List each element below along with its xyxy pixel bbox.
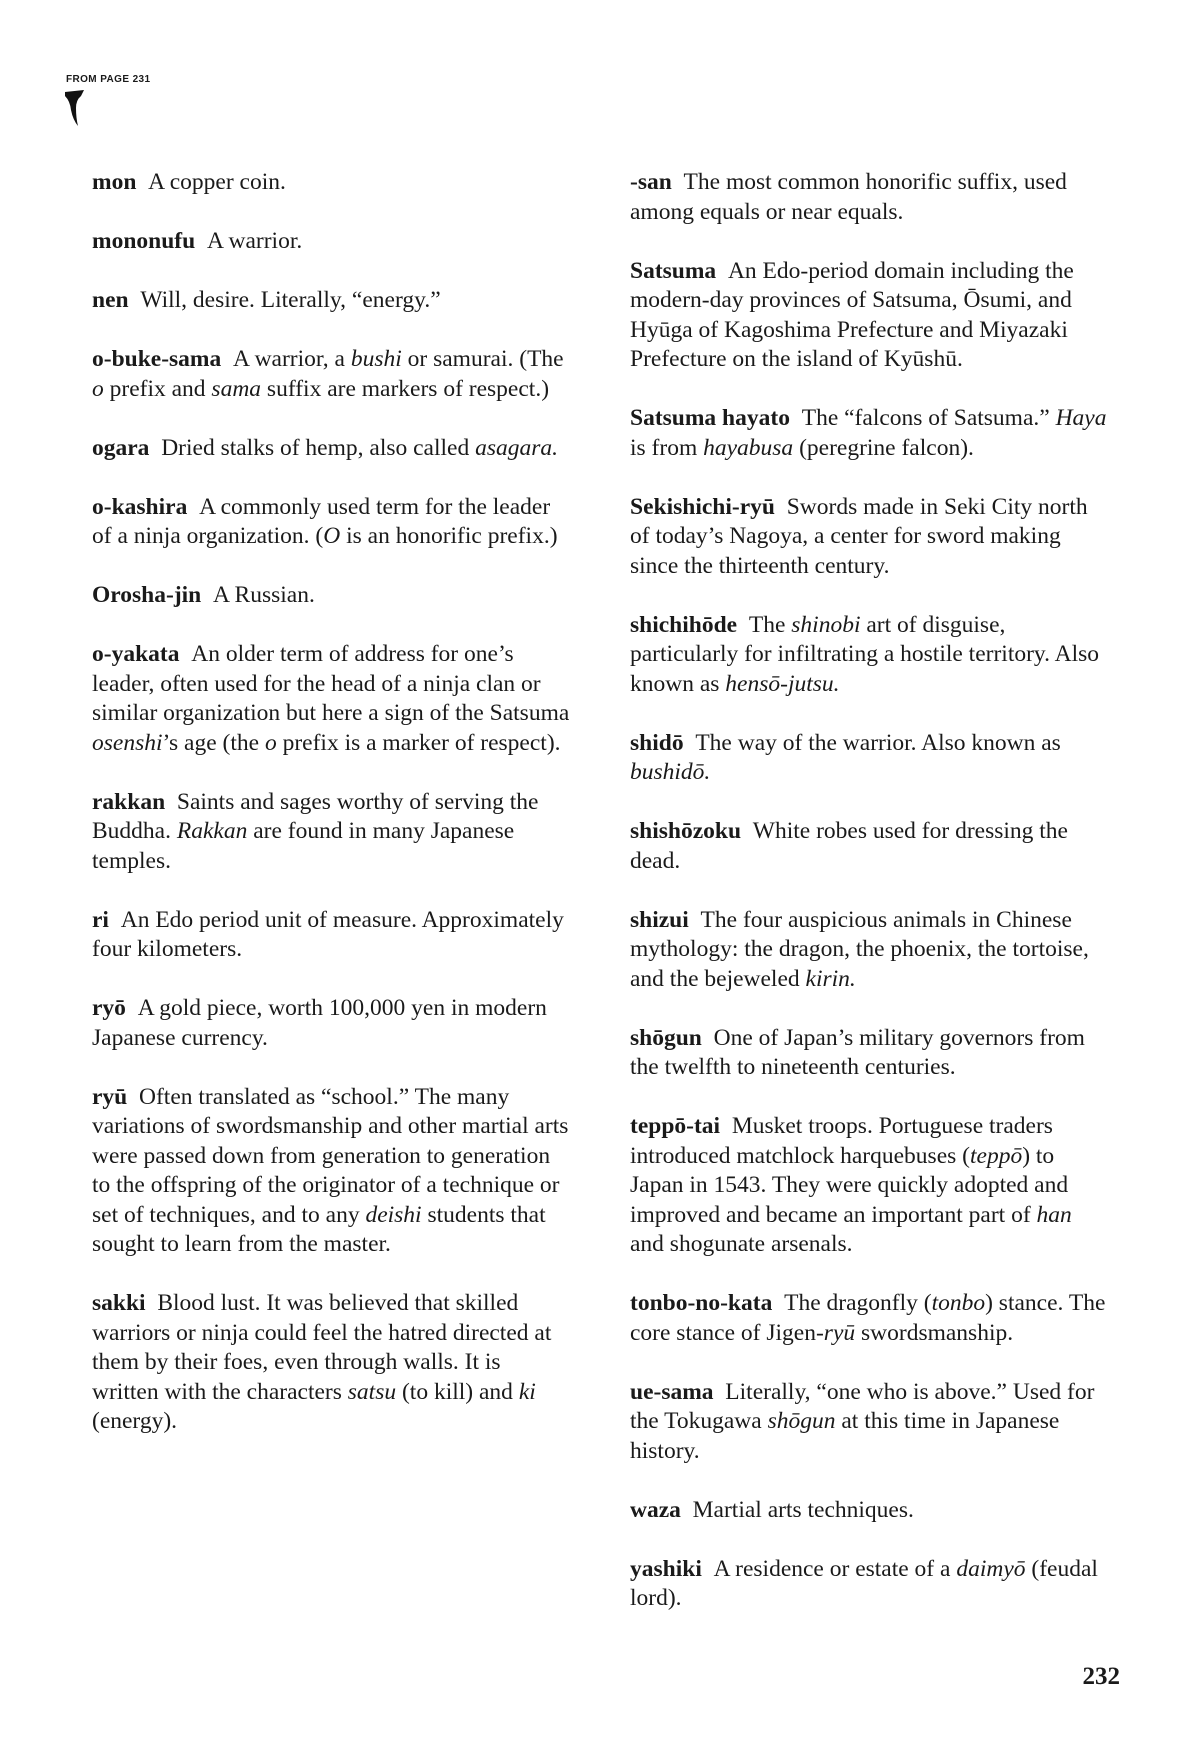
glossary-definition-text: Saints and sages worthy of serving the Buddha. bbox=[92, 788, 539, 844]
glossary-term: ue-sama bbox=[630, 1378, 714, 1405]
glossary-entry bbox=[630, 817, 1110, 876]
glossary-definition-text: A copper coin. bbox=[148, 169, 286, 195]
glossary-definition-text: The “falcons of Satsuma.” bbox=[801, 405, 1056, 431]
glossary-entry bbox=[630, 611, 1110, 700]
glossary-entry bbox=[92, 788, 572, 877]
glossary-term: o-yakata bbox=[92, 641, 180, 667]
glossary-definition-text: White robes used for dressing the dead. bbox=[630, 818, 1068, 874]
glossary-italic-term: shōgun bbox=[767, 1408, 836, 1434]
glossary-definition-text: A warrior. bbox=[206, 228, 303, 254]
glossary-definition-text: and shogunate arsenals. bbox=[630, 1231, 853, 1257]
glossary-definition-text: Blood lust. It was believed that skilled warriors or ninja could feel the hatred directed at them by their foes, even through walls. It is written with the characters bbox=[92, 1290, 552, 1405]
glossary-entry bbox=[630, 1024, 1110, 1083]
glossary-definition-text: The dragonfly ( bbox=[784, 1290, 932, 1316]
glossary-entry bbox=[92, 906, 572, 965]
glossary-definition-text: ) to Japan in 1543. They were quickly adopted and improved and became an important part of bbox=[630, 1142, 1069, 1228]
glossary-definition-text: Will, desire. Literally, “energy.” bbox=[140, 287, 441, 313]
glossary-entry bbox=[630, 1289, 1110, 1348]
glossary-entry bbox=[630, 729, 1110, 788]
glossary-term: rakkan bbox=[92, 788, 166, 815]
glossary-definition-text: A residence or estate of a bbox=[713, 1555, 957, 1582]
glossary-italic-term: hensō-jutsu. bbox=[725, 670, 840, 697]
glossary-entry bbox=[630, 404, 1110, 463]
glossary-definition-text: An Edo-period domain including the modern-day provinces of Satsuma, Ōsumi, and Hyūga of Kagoshima Prefecture and Miyazaki Prefecture on the island of Kyūshū. bbox=[630, 257, 1074, 372]
glossary-italic-term: deishi bbox=[365, 1201, 422, 1228]
glossary-definition-text: suffix are markers of respect.) bbox=[261, 375, 550, 402]
glossary-italic-term: satsu bbox=[347, 1378, 397, 1405]
brush-stroke-icon bbox=[64, 90, 86, 126]
glossary-entry bbox=[92, 581, 572, 611]
glossary-term: ryū bbox=[92, 1083, 128, 1110]
glossary-entry bbox=[630, 1378, 1110, 1467]
glossary-definition-text: A gold piece, worth 100,000 yen in modern Japanese currency. bbox=[92, 995, 547, 1051]
glossary-entry bbox=[630, 1496, 1110, 1526]
glossary-right-column bbox=[630, 168, 1110, 1643]
glossary-term: tonbo-no-kata bbox=[630, 1290, 773, 1316]
glossary-definition-text: (peregrine falcon). bbox=[793, 434, 974, 461]
glossary-definition-text: prefix and bbox=[103, 375, 212, 402]
glossary-italic-term: hayabusa bbox=[703, 434, 794, 461]
glossary-italic-term: o bbox=[264, 729, 277, 756]
glossary-definition-text: is from bbox=[630, 434, 704, 461]
glossary-term: shōgun bbox=[630, 1024, 702, 1051]
glossary-entry bbox=[630, 168, 1110, 227]
glossary-definition-text: Often translated as “school.” The many variations of swordsmanship and other martial arts were passed down from generation to generation to the offspring of the originator of a technique or set of techniques, and to any bbox=[92, 1083, 569, 1228]
glossary-italic-term: tonbo bbox=[931, 1290, 986, 1316]
glossary-entry bbox=[92, 1083, 572, 1260]
glossary-italic-term: kirin. bbox=[805, 965, 856, 992]
glossary-italic-term: shinobi bbox=[791, 611, 861, 638]
glossary-italic-term: han bbox=[1036, 1201, 1072, 1228]
glossary-definition-text: The way of the warrior. Also known as bbox=[695, 729, 1061, 756]
glossary-definition-text: Dried stalks of hemp, also called bbox=[161, 434, 476, 461]
glossary-term: ogara bbox=[92, 434, 150, 461]
glossary-definition-text: at this time in Japanese history. bbox=[630, 1408, 1060, 1464]
glossary-entry bbox=[630, 1112, 1110, 1260]
glossary-term: shizui bbox=[630, 906, 689, 933]
glossary-definition-text: An older term of address for one’s leader, often used for the head of a ninja clan or similar organization but here a sign of the Satsuma bbox=[92, 641, 570, 726]
page-number: 232 bbox=[1082, 1663, 1120, 1690]
glossary-entry bbox=[630, 1555, 1110, 1614]
glossary-term: o-kashira bbox=[92, 493, 188, 520]
glossary-definition-text: Literally, “one who is above.” Used for the Tokugawa bbox=[630, 1378, 1095, 1434]
glossary-entry bbox=[630, 257, 1110, 375]
glossary-definition-text: ) stance. The core stance of Jigen- bbox=[630, 1290, 1106, 1346]
glossary-term: -san bbox=[630, 169, 672, 195]
glossary-definition-text: (to kill) and bbox=[396, 1378, 519, 1405]
glossary-italic-term: teppō bbox=[969, 1142, 1023, 1169]
glossary-definition-text: Swords made in Seki City north of today’s Nagoya, a center for sword making since the thirteenth century. bbox=[630, 493, 1088, 579]
glossary-entry bbox=[92, 227, 572, 257]
glossary-italic-term: ki bbox=[518, 1378, 536, 1405]
glossary-definition-text: ’s age (the bbox=[162, 729, 265, 756]
glossary-definition-text: swordsmanship. bbox=[855, 1319, 1014, 1346]
glossary-entry bbox=[630, 493, 1110, 582]
glossary-term: mononufu bbox=[92, 228, 196, 254]
glossary-italic-term: bushi bbox=[350, 346, 402, 372]
glossary-definition-text: An Edo period unit of measure. Approximately four kilometers. bbox=[92, 906, 564, 962]
glossary-definition-text: (feudal lord). bbox=[630, 1555, 1098, 1611]
glossary-term: shidō bbox=[630, 729, 684, 756]
glossary-term: mon bbox=[92, 169, 137, 195]
glossary-italic-term: bushidō. bbox=[630, 759, 711, 785]
glossary-definition-text: The most common honorific suffix, used among equals or near equals. bbox=[630, 169, 1067, 225]
glossary-definition-text: One of Japan’s military governors from the twelfth to nineteenth centuries. bbox=[630, 1024, 1085, 1080]
glossary-italic-term: O bbox=[323, 523, 341, 549]
glossary-term: Satsuma bbox=[630, 257, 717, 284]
glossary-term: yashiki bbox=[630, 1555, 702, 1582]
glossary-term: sakki bbox=[92, 1290, 146, 1316]
glossary-term: ryō bbox=[92, 995, 126, 1021]
glossary-definition-text: Martial arts techniques. bbox=[692, 1496, 914, 1523]
glossary-definition-text: A commonly used term for the leader of a ninja organization. ( bbox=[92, 493, 551, 549]
glossary-entry bbox=[92, 493, 572, 552]
glossary-definition-text: is an honorific prefix.) bbox=[340, 523, 558, 549]
glossary-term: Satsuma hayato bbox=[630, 405, 790, 431]
glossary-definition-text: art of disguise, particularly for infiltrating a hostile territory. Also known as bbox=[630, 611, 1100, 697]
glossary-definition-text: prefix is a marker of respect). bbox=[276, 729, 561, 756]
glossary-entry bbox=[92, 1289, 572, 1437]
glossary-italic-term: sama bbox=[211, 375, 262, 402]
glossary-italic-term: ryū bbox=[823, 1319, 856, 1346]
glossary-term: waza bbox=[630, 1496, 681, 1523]
glossary-term: shichihōde bbox=[630, 611, 738, 638]
glossary-left-column bbox=[92, 168, 572, 1466]
glossary-definition-text: A Russian. bbox=[213, 582, 315, 608]
glossary-term: Orosha-jin bbox=[92, 582, 202, 608]
glossary-italic-term: osenshi bbox=[92, 729, 163, 756]
glossary-term: ri bbox=[92, 906, 109, 933]
glossary-definition-text: A warrior, a bbox=[233, 346, 351, 372]
glossary-entry bbox=[92, 286, 572, 316]
glossary-italic-term: Haya bbox=[1055, 405, 1107, 431]
glossary-entry bbox=[92, 345, 572, 404]
glossary-definition-text: The four auspicious animals in Chinese mythology: the dragon, the phoenix, the tortoise, and the bejeweled bbox=[630, 906, 1089, 992]
glossary-entry bbox=[630, 906, 1110, 995]
glossary-term: o-buke-sama bbox=[92, 346, 222, 372]
glossary-entry bbox=[92, 168, 572, 198]
glossary-term: shishōzoku bbox=[630, 818, 742, 844]
glossary-definition-text: are found in many Japanese temples. bbox=[92, 818, 515, 874]
glossary-entry bbox=[92, 994, 572, 1053]
glossary-italic-term: asagara. bbox=[475, 434, 559, 461]
glossary-definition-text: or samurai. (The bbox=[401, 346, 564, 372]
glossary-definition-text: students that sought to learn from the master. bbox=[92, 1201, 546, 1257]
glossary-entry bbox=[92, 434, 572, 464]
glossary-definition-text: (energy). bbox=[92, 1408, 178, 1434]
glossary-term: Sekishichi-ryū bbox=[630, 493, 775, 520]
glossary-term: teppō-tai bbox=[630, 1113, 721, 1139]
glossary-italic-term: Rakkan bbox=[176, 818, 248, 844]
from-page-label: FROM PAGE 231 bbox=[66, 74, 151, 85]
glossary-definition-text: Musket troops. Portuguese traders introduced matchlock harquebuses ( bbox=[630, 1113, 1053, 1169]
glossary-entry bbox=[92, 640, 572, 758]
glossary-italic-term: daimyō bbox=[956, 1555, 1026, 1582]
glossary-italic-term: o bbox=[92, 375, 104, 402]
glossary-term: nen bbox=[92, 287, 129, 313]
glossary-definition-text: The bbox=[748, 611, 792, 638]
